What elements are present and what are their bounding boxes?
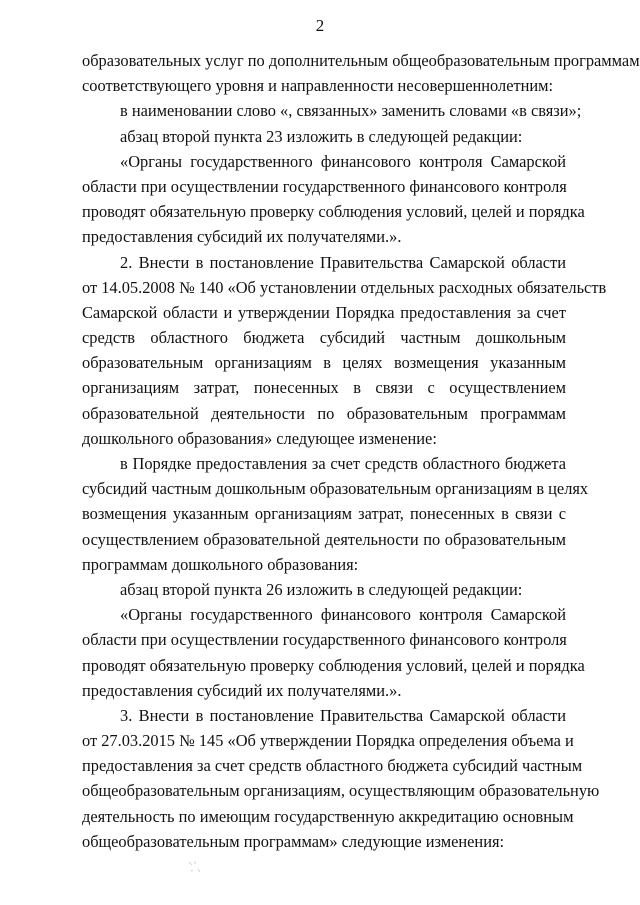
text-line: осуществлением образовательной деятельности по образовательным xyxy=(82,529,566,549)
text-line: Самарской области и утверждении Порядка предоставления за счет xyxy=(82,302,566,322)
text-line: в наименовании слово «, связанных» заменить словами «в связи»; xyxy=(120,101,582,121)
text-line: организациям затрат, понесенных в связи с осуществлением xyxy=(82,378,566,398)
text-line: от 27.03.2015 № 145 «Об утверждении Порядка определения объема и xyxy=(82,731,574,751)
text-line: области при осуществлении государственного финансового контроля xyxy=(82,176,567,196)
text-line: средств областного бюджета субсидий частным дошкольным xyxy=(82,328,566,348)
text-line: дошкольного образования» следующее изменение: xyxy=(82,428,437,448)
text-line: общеобразовательным программам» следующие изменения: xyxy=(82,831,505,851)
text-line: предоставления субсидий их получателями.». xyxy=(82,227,402,247)
text-line: образовательной деятельности по образовательным программам xyxy=(82,403,566,423)
scan-artifact-mark xyxy=(186,858,204,876)
text-line: проводят обязательную проверку соблюдения условий, целей и порядка xyxy=(82,202,585,222)
document-body xyxy=(82,48,640,854)
text-line: в Порядке предоставления за счет средств областного бюджета xyxy=(120,454,566,473)
text-line: общеобразовательным организациям, осуществляющим образовательную xyxy=(82,781,600,801)
text-line: проводят обязательную проверку соблюдения условий, целей и порядка xyxy=(82,655,585,675)
text-line: образовательным организациям в целях возмещения указанным xyxy=(82,353,566,373)
text-line: «Органы государственного финансового контроля Самарской xyxy=(120,151,566,171)
text-line: соответствующего уровня и направленности несовершеннолетним: xyxy=(82,76,554,96)
text-line: области при осуществлении государственного финансового контроля xyxy=(82,630,567,650)
text-line: абзац второй пункта 26 изложить в следующей редакции: xyxy=(120,579,523,599)
text-line: предоставления субсидий их получателями.». xyxy=(82,680,402,700)
text-line: от 14.05.2008 № 140 «Об установлении отдельных расходных обязательств xyxy=(82,277,607,297)
text-line: предоставления за счет средств областного бюджета субсидий частным xyxy=(82,756,583,776)
text-line: деятельность по имеющим государственную аккредитацию основным xyxy=(82,806,574,826)
text-line: субсидий частным дошкольным образовательным организациям в целях xyxy=(82,479,589,499)
text-line: образовательных услуг по дополнительным общеобразовательным программам xyxy=(82,51,640,70)
text-line: программам дошкольного образования: xyxy=(82,554,359,574)
text-line: 2. Внести в постановление Правительства Самарской области xyxy=(120,252,566,272)
text-line: абзац второй пункта 23 изложить в следующей редакции: xyxy=(120,126,523,146)
text-line: 3. Внести в постановление Правительства Самарской области xyxy=(120,705,566,725)
page-number: 2 xyxy=(315,16,325,35)
text-line: «Органы государственного финансового контроля Самарской xyxy=(120,605,566,625)
text-line: возмещения указанным организациям затрат, понесенных в связи с xyxy=(82,504,566,524)
